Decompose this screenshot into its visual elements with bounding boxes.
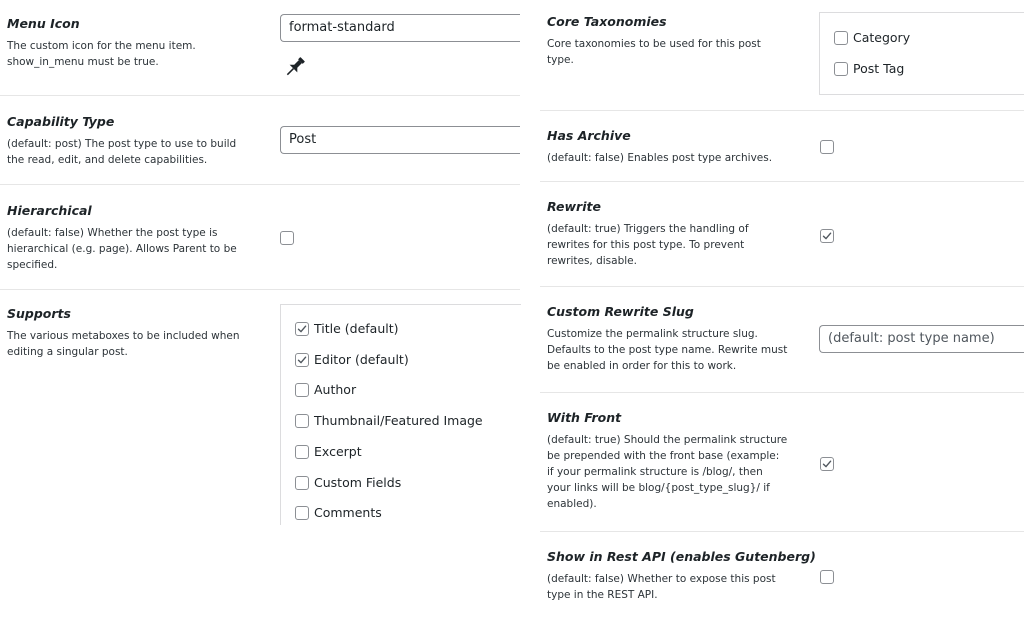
supports-checkbox[interactable] <box>295 383 309 397</box>
separator <box>540 392 1024 393</box>
taxonomy-checkbox[interactable] <box>834 62 848 76</box>
core-taxonomies-desc-line1: Core taxonomies to be used for this post <box>547 38 761 50</box>
menu-icon-description <box>7 38 257 70</box>
supports-checkbox[interactable] <box>295 414 309 428</box>
with-front-checkbox[interactable] <box>820 457 834 471</box>
with-front-desc-line5: enabled). <box>547 498 597 510</box>
hierarchical-desc-line1: (default: false) Whether the post type is <box>7 227 218 239</box>
supports-option-label: Comments <box>314 505 382 521</box>
taxonomy-option-label: Category <box>853 30 911 45</box>
supports-description <box>7 328 257 360</box>
supports-option-label: Excerpt <box>314 443 362 459</box>
core-taxonomies-label: Core Taxonomies <box>547 14 667 29</box>
with-front-desc-line4: your links will be blog/{post_type_slug}/ if <box>547 482 770 494</box>
capability-type-description <box>7 136 257 168</box>
rewrite-desc-line2: rewrites for this post type. To prevent <box>547 239 745 251</box>
supports-option-label: Custom Fields <box>314 474 402 490</box>
show-in-rest-desc-line1: (default: false) Whether to expose this post <box>547 573 776 585</box>
with-front-desc-line3: if your permalink structure is /blog/, then <box>547 466 763 478</box>
capability-type-desc-line2: the read, edit, and delete capabilities. <box>7 154 208 166</box>
core-taxonomies-box <box>819 12 1024 95</box>
with-front-label: With Front <box>547 410 622 425</box>
separator <box>0 95 520 96</box>
with-front-desc-line1: (default: true) Should the permalink structure <box>547 434 788 446</box>
with-front-description <box>547 432 797 512</box>
capability-type-label: Capability Type <box>7 114 115 129</box>
custom-rewrite-slug-label: Custom Rewrite Slug <box>547 304 694 319</box>
hierarchical-desc-line2: hierarchical (e.g. page). Allows Parent to be <box>7 243 237 255</box>
pushpin-icon <box>282 54 308 80</box>
separator <box>540 531 1024 532</box>
supports-checkbox[interactable] <box>295 322 309 336</box>
show-in-rest-checkbox[interactable] <box>820 570 834 584</box>
has-archive-desc-line1: (default: false) Enables post type archives. <box>547 152 773 164</box>
capability-type-desc-line1: (default: post) The post type to use to build <box>7 138 237 150</box>
hierarchical-label: Hierarchical <box>7 203 92 218</box>
separator <box>540 286 1024 287</box>
custom-rewrite-slug-description <box>547 326 797 374</box>
rewrite-desc-line1: (default: true) Triggers the handling of <box>547 223 749 235</box>
supports-checkbox[interactable] <box>295 445 309 459</box>
menu-icon-desc-line2: show_in_menu must be true. <box>7 56 159 68</box>
has-archive-description <box>547 150 797 166</box>
supports-option-label: Editor (default) <box>314 351 409 367</box>
with-front-desc-line2: be prepended with the front base (example: <box>547 450 780 462</box>
separator <box>540 181 1024 182</box>
show-in-rest-label: Show in Rest API (enables Gutenberg) <box>547 549 816 564</box>
separator <box>0 184 520 185</box>
custom-rewrite-slug-desc-line1: Customize the permalink structure slug. <box>547 328 758 340</box>
supports-option-label: Thumbnail/Featured Image <box>314 413 483 429</box>
has-archive-label: Has Archive <box>547 128 631 143</box>
supports-checkbox[interactable] <box>295 476 309 490</box>
supports-option-label: Author <box>314 382 357 398</box>
hierarchical-desc-line3: specified. <box>7 259 58 271</box>
hierarchical-checkbox[interactable] <box>280 231 294 245</box>
supports-checkbox[interactable] <box>295 506 309 520</box>
custom-rewrite-slug-desc-line3: be enabled in order for this to work. <box>547 360 737 372</box>
show-in-rest-description <box>547 571 797 603</box>
rewrite-description <box>547 221 797 269</box>
custom-rewrite-slug-desc-line2: Defaults to the post type name. Rewrite must <box>547 344 788 356</box>
rewrite-desc-line3: rewrites, disable. <box>547 255 637 267</box>
taxonomy-option-label: Post Tag <box>853 61 905 76</box>
has-archive-checkbox[interactable] <box>820 140 834 154</box>
rewrite-label: Rewrite <box>547 199 601 214</box>
menu-icon-input[interactable]: format-standard <box>280 14 520 42</box>
capability-type-input[interactable]: Post <box>280 126 520 154</box>
menu-icon-label: Menu Icon <box>7 16 80 31</box>
supports-option-label: Title (default) <box>314 321 399 336</box>
custom-rewrite-slug-input[interactable]: (default: post type name) <box>819 325 1024 353</box>
show-in-rest-desc-line2: type in the REST API. <box>547 589 658 601</box>
separator <box>540 110 1024 111</box>
supports-desc-line1: The various metaboxes to be included when <box>7 330 240 342</box>
core-taxonomies-desc-line2: type. <box>547 54 574 66</box>
rewrite-checkbox[interactable] <box>820 229 834 243</box>
core-taxonomies-description <box>547 36 797 68</box>
supports-label: Supports <box>7 306 71 321</box>
supports-checkbox[interactable] <box>295 353 309 367</box>
separator <box>0 289 520 290</box>
hierarchical-description <box>7 225 257 273</box>
supports-desc-line2: editing a singular post. <box>7 346 128 358</box>
menu-icon-desc-line1: The custom icon for the menu item. <box>7 40 196 52</box>
taxonomy-checkbox[interactable] <box>834 31 848 45</box>
